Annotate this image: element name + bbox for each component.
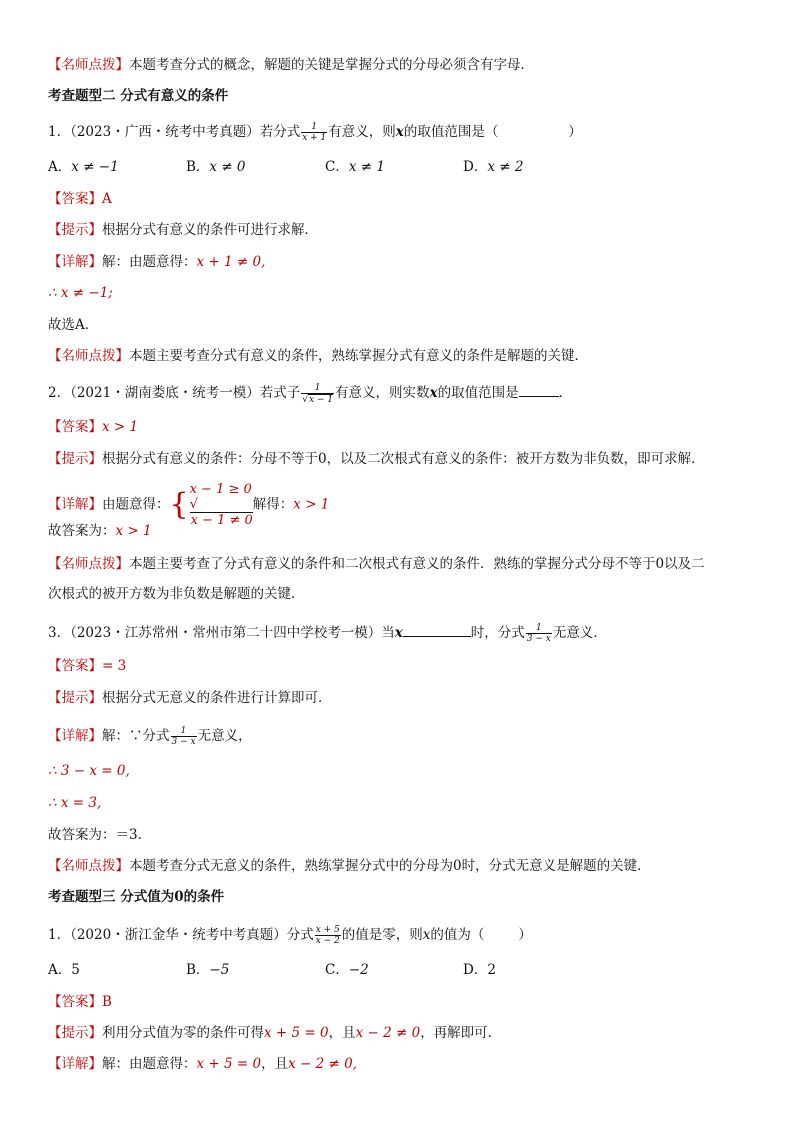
s2-q3-step1: ∴ 3 − x = 0,	[48, 763, 130, 779]
s2-q1-hint: 根据分式有意义的条件可进行求解．	[102, 222, 318, 238]
s2-q1-step1: ∴ x ≠ −1;	[48, 285, 113, 301]
s2-q3-answer-line: 【答案】= 3	[48, 658, 127, 674]
s2-q1-stem-prefix: 1．（2023・广西・统考中考真题）若分式	[48, 124, 301, 140]
s2-q2-hint-line: 【提示】根据分式有意义的条件：分母不等于0，以及二次根式有意义的条件：被开方数为非负数，即可求解．	[48, 451, 705, 467]
s3-q1-detail-line: 【详解】解：由题意得：x + 5 = 0，且x − 2 ≠ 0,	[48, 1056, 357, 1072]
s2-q1-option-a: A．x ≠ −1	[48, 159, 119, 175]
s2-q2-tip-line2: 次根式的被开方数为非负数是解题的关键．	[48, 586, 305, 602]
s2-q2-hint: 根据分式有意义的条件：分母不等于0，以及二次根式有意义的条件：被开方数为非负数，即可求解．	[102, 451, 705, 467]
s3-q1-option-a: A．5	[48, 962, 80, 978]
section3-heading: 考查题型三 分式值为0的条件	[48, 889, 225, 905]
s2-q1-stem	[48, 122, 582, 143]
s2-q1-var: x	[395, 124, 404, 140]
s3-q1-answer-line: 【答案】B	[48, 994, 112, 1010]
s2-q2-stem: 2．（2021・湖南娄底・统考一模）若式子 $\frac{1}{√x - 1}$ 有意义，则实数x的取值范围是 ．	[48, 382, 573, 405]
s3-q1-answer: B	[102, 994, 112, 1010]
s2-q1-answer-line	[48, 190, 112, 208]
s3-q1-hint-line: 【提示】利用分式值为零的条件可得x + 5 = 0，且x − 2 ≠ 0，再解即可．	[48, 1025, 502, 1041]
fraction-numerator: 1	[301, 122, 327, 133]
s2-q1-answer: A	[102, 191, 112, 207]
s2-q3-answer: = 3	[102, 658, 127, 674]
fraction-denominator: x + 1	[302, 133, 327, 143]
s2-q2-blank	[519, 382, 559, 397]
intro-tip-line	[48, 56, 534, 74]
s2-q2-system: x − 1 ≥ 0 √ x − 1 ≠ 0	[189, 482, 253, 528]
s2-q3-stem: 3．（2023・江苏常州・常州市第二十四中学校考一模）当x 时，分式 $\frac{1}{3 - x}$ 无意义．	[48, 623, 607, 644]
s2-q3-fraction: $\frac{1}{3 - x}$	[526, 623, 551, 644]
s2-q1-hint-line	[48, 221, 318, 239]
system-brace: {	[169, 487, 189, 522]
s2-q3-tip-line: 【名师点拨】本题考查分式无意义的条件，熟练掌握分式中的分母为0时，分式无意义是解题的关键．	[48, 858, 651, 874]
s2-q1-tip-line: 【名师点拨】本题主要考查分式有意义的条件，熟练掌握分式有意义的条件是解题的关键．	[48, 348, 588, 364]
s2-q2-detail-line: 【详解】由题意得：{ x − 1 ≥ 0 √ x − 1 ≠ 0 解得：x > 1	[48, 482, 330, 528]
answer-tag: 【答案】	[48, 191, 102, 207]
s2-q2-final-line: 故答案为：x > 1	[48, 523, 152, 539]
s2-q1-option-c: C．x ≠ 1	[325, 159, 385, 175]
intro-tip-text: 本题考查分式的概念，解题的关键是掌握分式的分母必须含有字母．	[129, 57, 534, 73]
s2-q3-blank	[403, 622, 471, 637]
s3-q1-option-d: D．2	[463, 962, 496, 978]
s2-q1-fraction	[301, 122, 327, 143]
s2-q1-stem-suffix: 的取值范围是（	[403, 124, 499, 140]
s2-q1-option-b: B．x ≠ 0	[186, 159, 246, 175]
s3-q1-option-c: C．−2	[325, 962, 369, 978]
detail-tag: 【详解】	[48, 254, 102, 270]
s2-q1-option-d: D．x ≠ 2	[463, 159, 524, 175]
s2-q2-fraction: $\frac{1}{√x - 1}$	[302, 382, 334, 405]
s3-q1-fraction: $\frac{x + 5}{x - 2}$	[315, 925, 340, 946]
s2-q1-tip: 本题主要考查分式有意义的条件，熟练掌握分式有意义的条件是解题的关键．	[129, 348, 588, 364]
s2-q1-stem-mid: 有意义，则	[328, 124, 396, 140]
s2-q2-tip-line1: 【名师点拨】本题主要考查了分式有意义的条件和二次根式有意义的条件．熟练的掌握分式分母不等于0以及二	[48, 556, 705, 572]
s2-q3-detail-line: 【详解】解：∵分式 $\frac{1}{3 - x}$ 无意义，	[48, 726, 252, 747]
s2-q1-detail-line: 【详解】解：由题意得：x + 1 ≠ 0,	[48, 254, 266, 270]
s2-q1-detail-math: x + 1 ≠ 0,	[196, 254, 266, 270]
tip-tag: 【名师点拨】	[48, 57, 129, 73]
s3-q1-option-b: B．−5	[186, 962, 230, 978]
s2-q2-answer-line: 【答案】x > 1	[48, 419, 139, 435]
s2-q3-hint-line: 【提示】根据分式无意义的条件进行计算即可．	[48, 690, 332, 706]
s2-q3-step2: ∴ x = 3,	[48, 795, 102, 811]
hint-tag: 【提示】	[48, 222, 102, 238]
s2-q3-final: 故答案为：＝3．	[48, 827, 152, 843]
s3-q1-stem: 1．（2020・浙江金华・统考中考真题）分式 $\frac{x + 5}{x - 2}$ 的值是零，则x的值为（ ）	[48, 925, 532, 946]
s2-q1-step2: 故选A．	[48, 317, 99, 333]
s2-q2-answer: x > 1	[102, 419, 139, 435]
s2-q1-stem-close: ）	[568, 124, 582, 140]
section2-heading: 考查题型二 分式有意义的条件	[48, 88, 229, 104]
